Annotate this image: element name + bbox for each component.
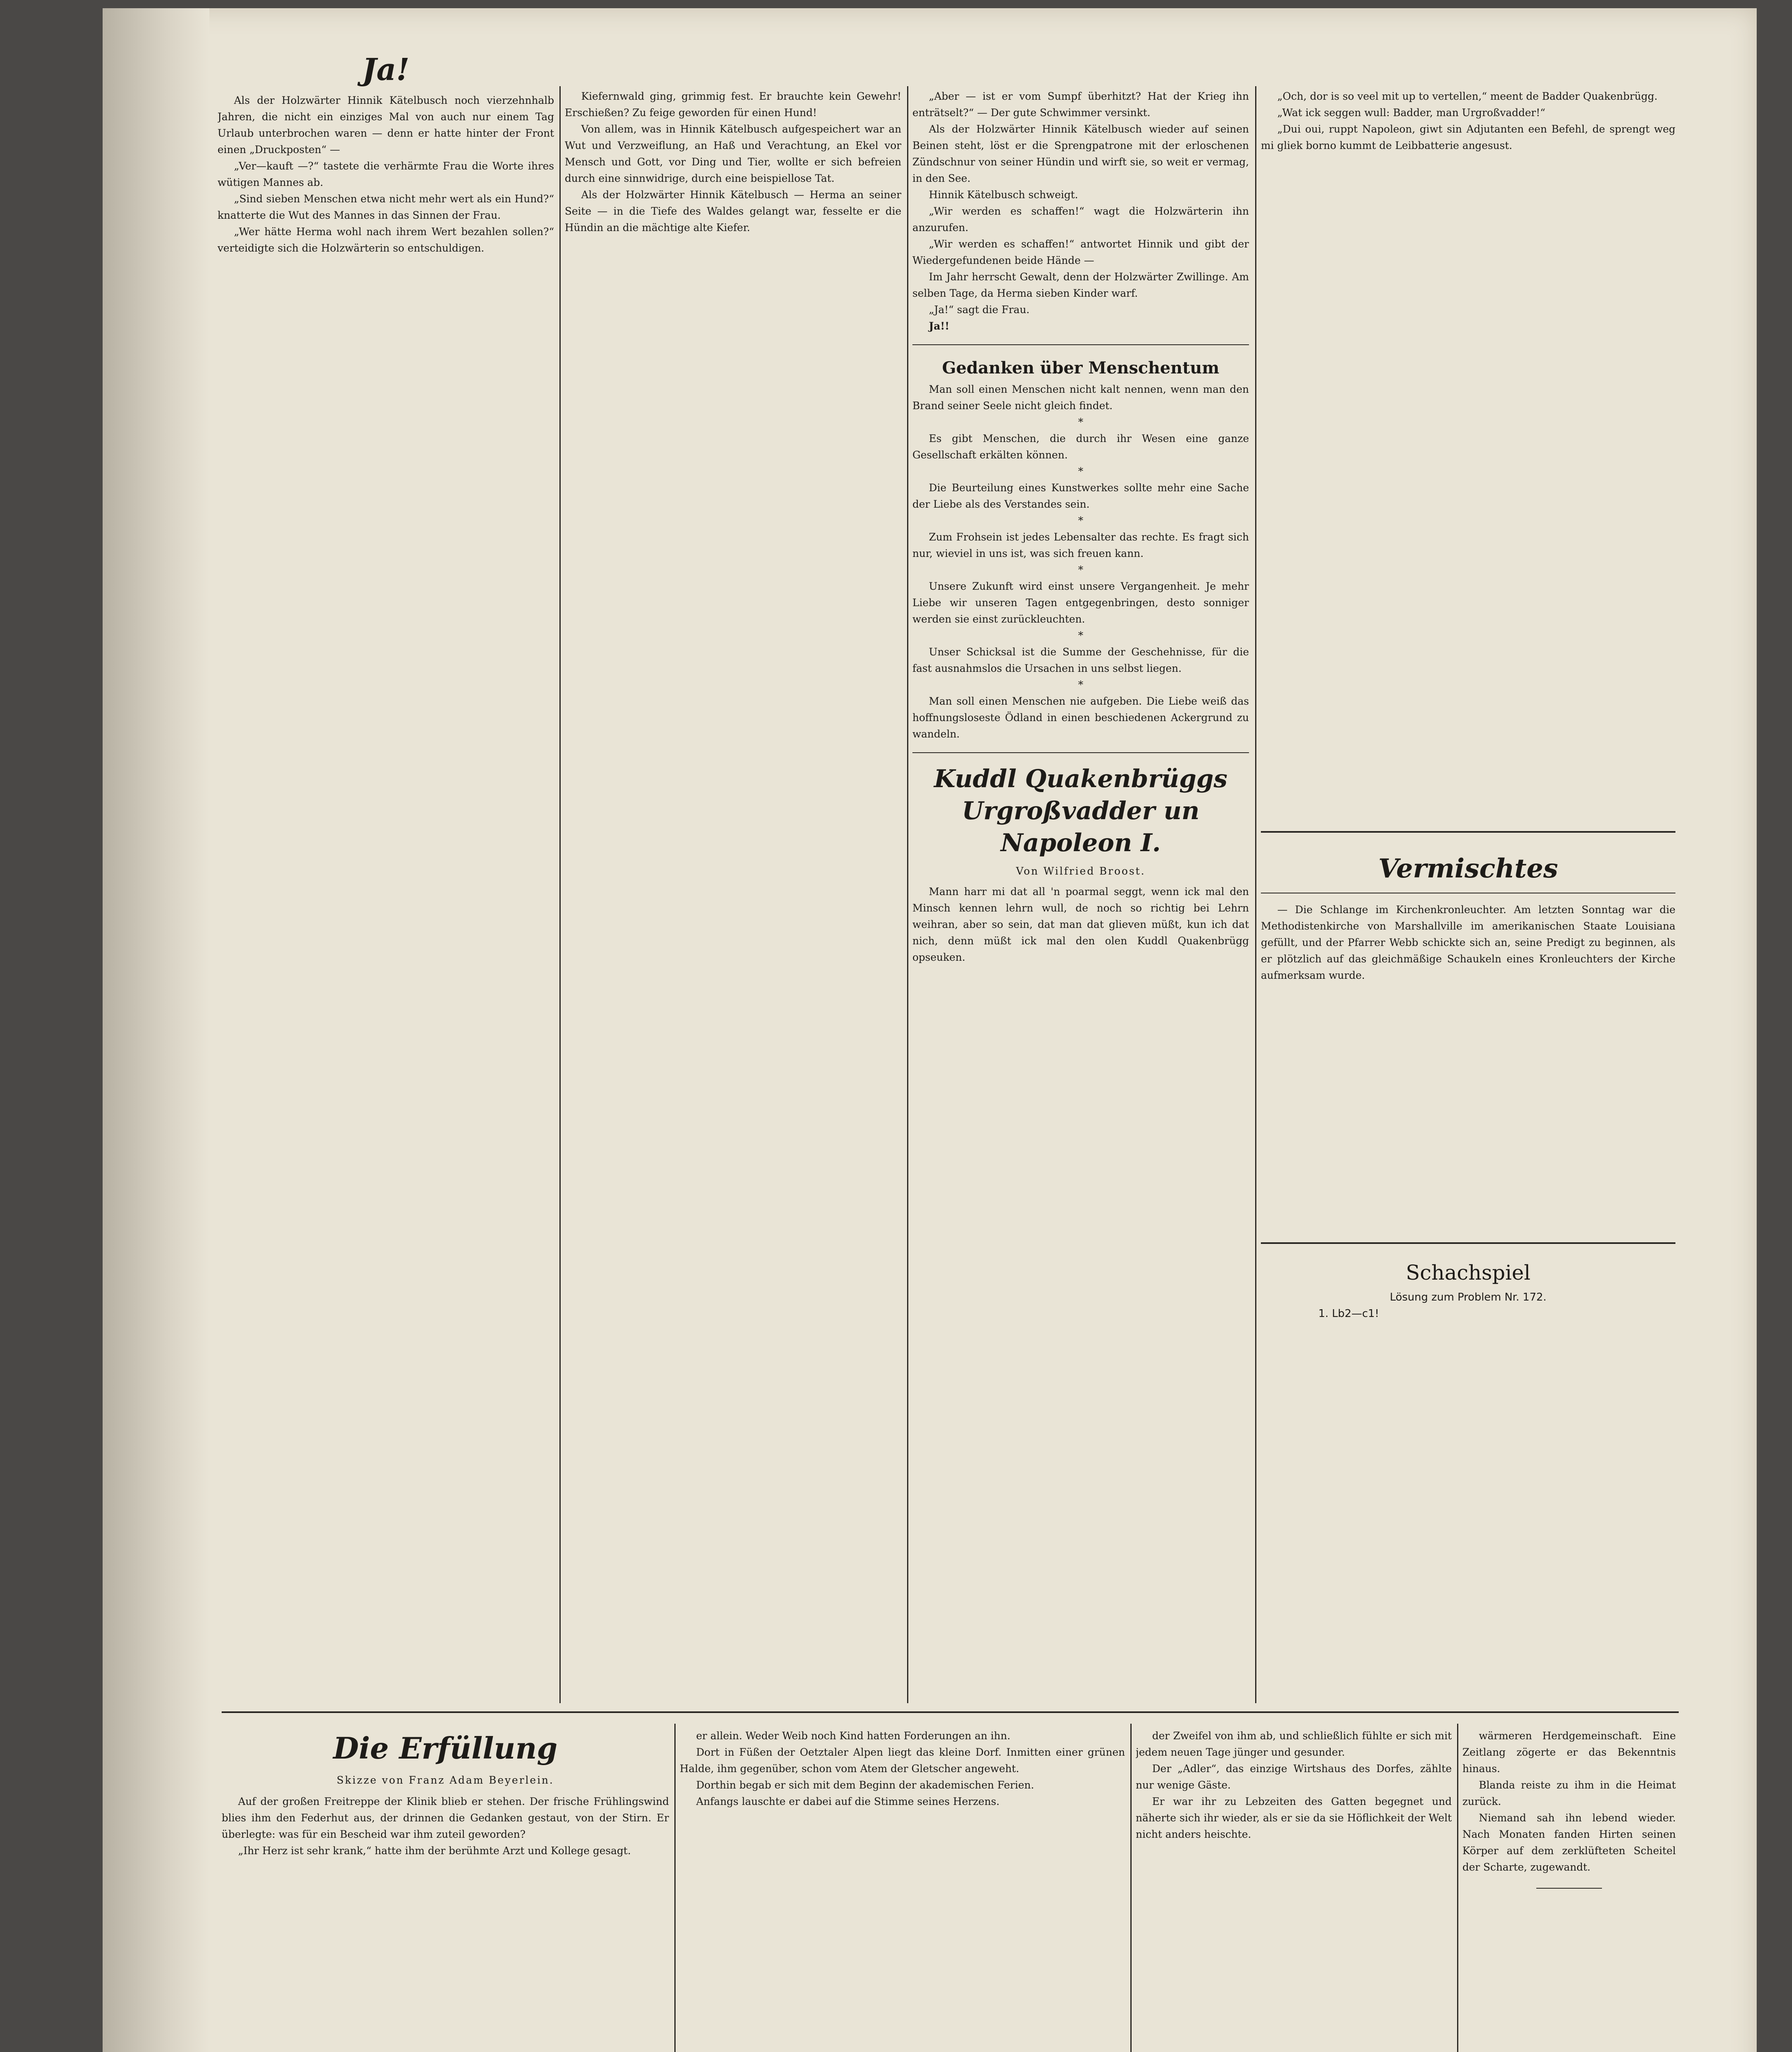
ja-paragraph-4: „Wer hätte Herma wohl nach ihrem Wert bezahlen sollen?“ verteidigte sich die Holzwärterin so entschuldigen. (218, 226, 554, 254)
erfuellung-column-2 (680, 1728, 1125, 2052)
ja-right-paragraph-6: Im Jahr herrscht Gewalt, denn der Holzwärter Zwillinge. Am selben Tage, da Herma sieben Kinder warf. (912, 271, 1249, 299)
column-ja-left (218, 47, 554, 1693)
erfuellung-paragraph-7: der Zweifel von ihm ab, und schließlich fühlte er sich mit jedem neuen Tage jünger und gesunder. (1136, 1730, 1452, 1758)
kuddl-author: Von Wilfried Broost. (1016, 865, 1146, 877)
ja-paragraph-3: „Sind sieben Menschen etwa nicht mehr wert als ein Hund?“ knatterte die Wut des Mannes in das Sinnen der Frau. (218, 193, 554, 221)
kuddl-right-paragraph-2: „Wat ick seggen wull: Badder, man Urgroßvadder!“ (1277, 107, 1546, 119)
schach-title: Schachspiel (1406, 1261, 1531, 1285)
page-binding-edge (103, 8, 209, 2052)
erfuellung-column-1 (222, 1728, 669, 2052)
gedanken-title: Gedanken über Menschentum (942, 358, 1219, 378)
vermischtes-title: Vermischtes (1378, 853, 1558, 884)
aphorism-separator: * (1078, 465, 1084, 477)
erfuellung-paragraph-11: Blanda reiste zu ihm in die Heimat zurück. (1462, 1779, 1676, 1807)
aphorism-separator: * (1078, 564, 1084, 576)
kuddl-title: Kuddl Quakenbrüggs Urgroßvadder un Napoleon I. (934, 765, 1228, 857)
page-divider (222, 1711, 1679, 1713)
ja-right-paragraph-4: „Wir werden es schaffen!“ wagt die Holzwärterin ihn anzurufen. (912, 205, 1249, 234)
gedanken-aphorism-7: Man soll einen Menschen nie aufgeben. Die Liebe weiß das hoffnungsloseste Ödland in einen beschiedenen Ackergrund zu wandeln. (912, 695, 1249, 740)
erfuellung-column-3 (1136, 1728, 1452, 2052)
erfuellung-paragraph-6: Anfangs lauschte er dabei auf die Stimme seines Herzens. (696, 1796, 1000, 1807)
aphorism-separator: * (1078, 416, 1084, 428)
gedanken-aphorism-4: Zum Frohsein ist jedes Lebensalter das rechte. Es fragt sich nur, wieviel in uns ist, was sich freuen kann. (912, 531, 1249, 559)
aphorism-separator: * (1078, 630, 1084, 641)
schach-subtitle: Lösung zum Problem Nr. 172. (1390, 1291, 1547, 1303)
kuddl-right-paragraph-1: „Och, dor is so veel mit up to vertellen,“ meent de Badder Quakenbrügg. (1277, 90, 1658, 102)
erfuellung-subtitle: Skizze von Franz Adam Beyerlein. (337, 1774, 554, 1786)
column-rule-1 (559, 86, 561, 1703)
column-text-filler (1261, 984, 1675, 1230)
section-rule-thick (1261, 1242, 1675, 1244)
end-rule (1536, 1888, 1602, 1889)
erfuellung-paragraph-8: Der „Adler“, das einzige Wirtshaus des Dorfes, zählte nur wenige Gäste. (1136, 1763, 1452, 1791)
gedanken-aphorism-5: Unsere Zukunft wird einst unsere Vergangenheit. Je mehr Liebe wir unseren Tagen entgegenbringen, desto sonniger werden sie einst zurückleuchten. (912, 580, 1249, 625)
gedanken-aphorism-6: Unser Schicksal ist die Summe der Geschehnisse, für die fast ausnahmslos die Ursachen in uns selbst liegen. (912, 646, 1249, 674)
erfuellung-paragraph-2: „Ihr Herz ist sehr krank,“ hatte ihm der berühmte Arzt und Kollege gesagt. (238, 1845, 631, 1857)
erfuellung-paragraph-5: Dorthin begab er sich mit dem Beginn der akademischen Ferien. (696, 1779, 1034, 1791)
ja-right-paragraph-1: „Aber — ist er vom Sumpf überhitzt? Hat der Krieg ihn enträtselt?“ — Der gute Schwimmer versinkt. (912, 90, 1249, 119)
newspaper-page (103, 8, 1757, 2052)
column-rule-lower-3 (1457, 1724, 1458, 2052)
section-rule (912, 344, 1249, 345)
aphorism-separator: * (1078, 515, 1084, 527)
column-rule-3 (1255, 86, 1256, 1703)
ja-middle-paragraph-1: Kiefernwald ging, grimmig fest. Er brauchte kein Gewehr! Erschießen? Zu feige geworden für einen Hund! (565, 90, 901, 119)
aphorism-separator: * (1078, 679, 1084, 691)
column-ja-right (912, 88, 1249, 1697)
ja-middle-paragraph-3: Als der Holzwärter Hinnik Kätelbusch — Herma an seiner Seite — in die Tiefe des Waldes gelangt war, fesselte er die Hündin an die mächtige alte Kiefer. (565, 189, 901, 234)
erfuellung-paragraph-10: wärmeren Herdgemeinschaft. Eine Zeitlang zögerte er das Bekenntnis hinaus. (1462, 1730, 1676, 1775)
schach-move: 1. Lb2—c1! (1318, 1308, 1379, 1320)
vermischtes-paragraph-1: — Die Schlange im Kirchenkronleuchter. Am letzten Sonntag war die Methodistenkirche von Marshallville im amerikanischen Staate Louisiana gefüllt, und der Pfarrer Webb schickte sich an, seine Predigt zu beginnen, als er plötzlich auf das gleichmäßige Schaukeln eines Kronleuchters der Kirche aufmerksam wurde. (1261, 904, 1675, 981)
kuddl-right-paragraph-3: „Dui oui, ruppt Napoleon, giwt sin Adjutanten een Befehl, de sprengt weg mi gliek borno kummt de Leibbatterie angesust. (1261, 123, 1675, 151)
ja-right-paragraph-7: „Ja!“ sagt die Frau. (929, 304, 1030, 316)
erfuellung-paragraph-9: Er war ihr zu Lebzeiten des Gatten begegnet und näherte sich ihr wieder, als er sie da sie Höflichkeit der Welt nicht anders heischte. (1136, 1796, 1452, 1840)
ja-right-paragraph-2: Als der Holzwärter Hinnik Kätelbusch wieder auf seinen Beinen steht, löst er die Sprengpatrone mit der erloschenen Zündschnur von seiner Hündin und wirft sie, so weit er vermag, in den See. (912, 123, 1249, 184)
section-rule-thick (1261, 831, 1675, 833)
erfuellung-paragraph-12: Niemand sah ihn lebend wieder. Nach Monaten fanden Hirten seinen Körper auf dem zerklüfteten Scheitel der Scharte, zugewandt. (1462, 1812, 1676, 1873)
erfuellung-paragraph-1: Auf der großen Freitreppe der Klinik blieb er stehen. Der frische Frühlingswind blies ihm den Federhut aus, der drinnen die Gedanken gestaut, von der Stirn. Er überlegte: was für ein Bescheid war ihm zuteil geworden? (222, 1796, 669, 1840)
column-rule-lower-1 (674, 1724, 676, 2052)
erfuellung-paragraph-3: er allein. Weder Weib noch Kind hatten Forderungen an ihn. (696, 1730, 1011, 1742)
ja-paragraph-2: „Ver—kauft —?“ tastete die verhärmte Frau die Worte ihres wütigen Mannes ab. (218, 160, 554, 188)
erfuellung-column-4 (1462, 1728, 1676, 2052)
column-right (1261, 88, 1675, 1697)
ja-middle-paragraph-2: Von allem, was in Hinnik Kätelbusch aufgespeichert war an Wut und Verzweiflung, an Haß und Verachtung, an Ekel vor Mensch und Gott, vor Ding und Tier, wollte er sich befreien durch eine sinnwidrige, durch eine beispiellose Tat. (565, 123, 901, 184)
column-rule-2 (907, 86, 908, 1703)
kuddl-paragraph-1: Mann harr mi dat all 'n poarmal seggt, wenn ick mal den Minsch kennen lehrn wull, de noch so richtig bei Lehrn weihran, aber so sein, dat man dat glieven müßt, kun ich dat nich, denn müßt ick mal den olen Kuddl Quakenbrügg opseuken. (912, 886, 1249, 963)
erfuellung-title: Die Erfüllung (333, 1731, 558, 1766)
column-text-filler (1261, 154, 1675, 819)
gedanken-aphorism-3: Die Beurteilung eines Kunstwerkes sollte mehr eine Sache der Liebe als des Verstandes sein. (912, 482, 1249, 510)
ja-paragraph-1: Als der Holzwärter Hinnik Kätelbusch noch vierzehnhalb Jahren, die nicht ein einziges Mal von auch nur einem Tag Urlaub unterbrochen waren — denn er hatte hinter der Front einen „Druckposten“ — (218, 94, 554, 156)
gedanken-aphorism-2: Es gibt Menschen, die durch ihr Wesen eine ganze Gesellschaft erkälten können. (912, 433, 1249, 461)
section-rule (912, 752, 1249, 753)
ja-right-paragraph-5: „Wir werden es schaffen!“ antwortet Hinnik und gibt der Wiedergefundenen beide Hände — (912, 238, 1249, 266)
ja-right-paragraph-3: Hinnik Kätelbusch schweigt. (929, 189, 1078, 201)
erfuellung-paragraph-4: Dort in Füßen der Oetztaler Alpen liegt das kleine Dorf. Inmitten einer grünen Halde, ihm gegenüber, schon vom Atem der Gletscher angeweht. (680, 1746, 1125, 1775)
gedanken-aphorism-1: Man soll einen Menschen nicht kalt nennen, wenn man den Brand seiner Seele nicht gleich findet. (912, 383, 1249, 412)
column-rule-lower-2 (1130, 1724, 1132, 2052)
ja-end: Ja!! (929, 320, 949, 332)
ja-title: Ja! (362, 52, 410, 87)
column-ja-middle (565, 88, 901, 1697)
